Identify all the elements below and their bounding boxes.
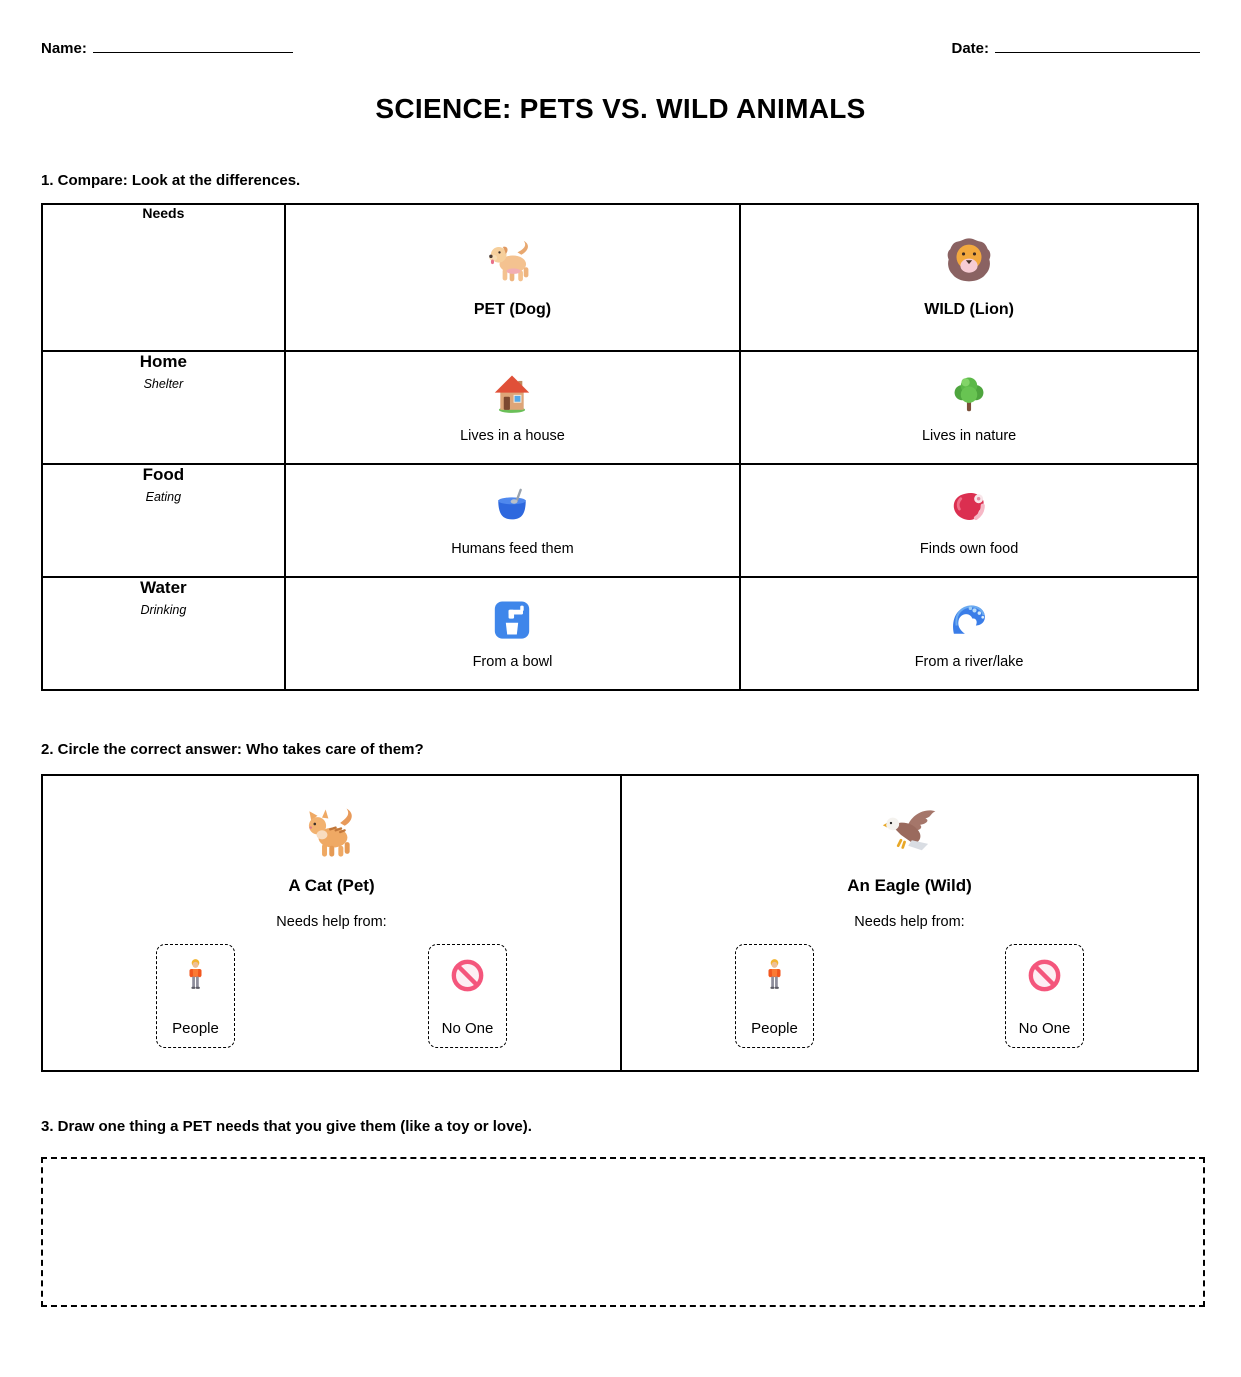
wave-icon [947,598,991,642]
need-subtitle: Shelter [143,377,184,391]
date-label: Date: [951,40,989,57]
section3-heading: 3. Draw one thing a PET needs that you give them (like a toy or love). [41,1118,532,1135]
faucet-icon [490,598,534,642]
bowl-icon [490,485,534,529]
eagle-card [620,776,1197,1070]
date-field-group [951,38,1200,57]
meat-icon [947,485,991,529]
fact-text: Humans feed them [451,540,574,557]
home-wild-cell [740,351,1198,464]
water-wild-cell [740,577,1198,690]
name-label: Name: [41,40,87,57]
food-pet-cell [285,464,740,577]
wild-column-label: WILD (Lion) [924,301,1014,318]
fact-text: From a bowl [472,653,553,670]
no-entry-icon [1027,958,1062,993]
house-icon [490,372,534,416]
lion-icon [944,236,994,286]
needs-header-cell: Needs [42,204,285,351]
name-blank-line[interactable] [93,38,293,53]
no-entry-icon [450,958,485,993]
person-icon [178,958,213,993]
home-pet-cell [285,351,740,464]
option-label: No One [1018,1020,1071,1037]
need-name: Food [142,465,185,484]
option-label: No One [441,1020,494,1037]
section2-heading: 2. Circle the correct answer: Who takes care of them? [41,741,424,758]
section1-heading: 1. Compare: Look at the differences. [41,172,301,189]
wild-column-header [740,204,1198,351]
need-subtitle: Drinking [140,603,187,617]
page-title: SCIENCE: PETS VS. WILD ANIMALS [375,93,866,124]
dog-icon [487,236,537,286]
option-no-one[interactable] [428,944,507,1048]
fact-text: Lives in nature [921,427,1017,444]
option-people[interactable] [156,944,235,1048]
pet-column-label: PET (Dog) [473,301,552,318]
cat-card [43,776,620,1070]
option-label: People [172,1020,219,1037]
option-people[interactable] [735,944,814,1048]
name-field-group [41,38,293,57]
eagle-options [622,944,1197,1048]
option-no-one[interactable] [1005,944,1084,1048]
water-row-label [42,577,285,690]
need-subtitle: Eating [145,490,182,504]
tree-icon [947,372,991,416]
compare-table [41,203,1199,691]
fact-text: From a river/lake [914,653,1024,670]
option-label: People [751,1020,798,1037]
name-date-row [41,38,1200,57]
eagle-icon [881,804,939,862]
cat-options [43,944,620,1048]
date-blank-line[interactable] [995,38,1200,53]
eagle-card-prompt: Needs help from: [854,914,965,930]
pet-column-header [285,204,740,351]
food-row-label [42,464,285,577]
water-pet-cell [285,577,740,690]
person-icon [757,958,792,993]
cat-icon [303,804,361,862]
home-row-label [42,351,285,464]
drawing-area[interactable] [41,1157,1205,1307]
cat-card-title: A Cat (Pet) [288,876,375,895]
eagle-card-title: An Eagle (Wild) [847,876,972,895]
fact-text: Finds own food [919,540,1019,557]
fact-text: Lives in a house [460,427,565,444]
care-table [41,774,1199,1072]
food-wild-cell [740,464,1198,577]
need-name: Water [140,578,187,597]
need-name: Home [139,352,187,371]
cat-card-prompt: Needs help from: [276,914,387,930]
